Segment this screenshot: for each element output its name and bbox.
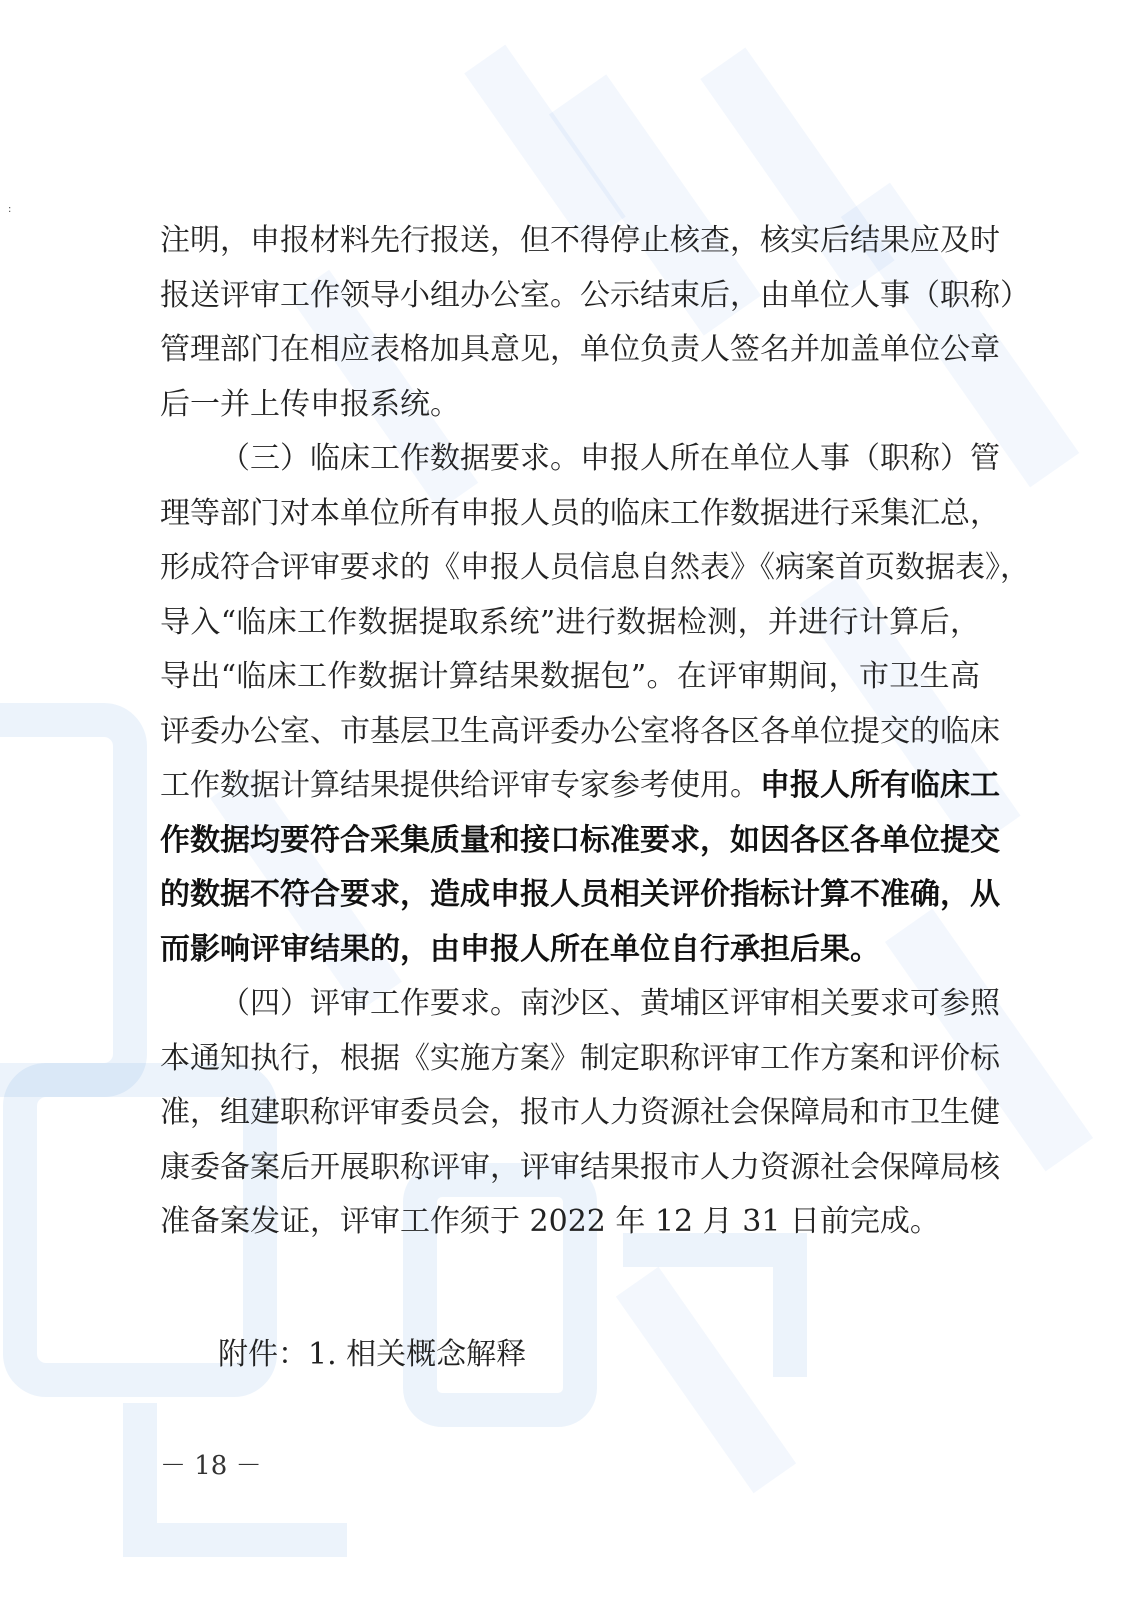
paragraph-line: 准备案发证，评审工作须于 2022 年 12 月 31 日前完成。 [160,1204,940,1239]
paragraph-line: 康委备案后开展职称评审，评审结果报市人力资源社会保障局核 [160,1149,1000,1185]
paragraph-line: 后一并上传申报系统。 [160,386,460,422]
paragraph-line: 管理部门在相应表格加具意见，单位负责人签名并加盖单位公章 [160,332,1000,367]
paragraph-line: 本通知执行，根据《实施方案》制定职称评审工作方案和评价标 [160,1040,1000,1076]
page-number: － 18 － [160,1451,262,1481]
bold-paragraph-line: 的数据不符合要求，造成申报人员相关评价指标计算不准确，从 [160,877,1000,912]
paragraph-line-mixed [160,759,1000,814]
section-three-heading-line: （三）临床工作数据要求。申报人所在单位人事（职称）管 [220,441,1000,476]
bold-paragraph-line: 作数据均要符合采集质量和接口标准要求，如因各区各单位提交 [160,822,1000,858]
paragraph-line: 报送评审工作领导小组办公室。公示结束后，由单位人事（职称） [160,277,1030,313]
bold-emphasis-text: 申报人所有临床工 [760,768,1000,803]
paragraph-line: 导出“临床工作数据计算结果数据包”。在评审期间，市卫生高 [160,659,980,694]
attachment-note: 附件：1. 相关概念解释 [218,1337,527,1372]
document-body [160,214,1030,1250]
bold-paragraph-line: 而影响评审结果的，由申报人所在单位自行承担后果。 [160,931,880,967]
normal-text: 工作数据计算结果提供给评审专家参考使用。 [160,768,760,803]
paragraph-line: 准，组建职称评审委员会，报市人力资源社会保障局和市卫生健 [160,1095,1000,1130]
paragraph-line: 注明，申报材料先行报送，但不得停止核查，核实后结果应及时 [160,223,1000,258]
paragraph-line: 形成符合评审要求的《申报人员信息自然表》《病案首页数据表》， [160,550,1030,585]
paragraph-line: 导入“临床工作数据提取系统”进行数据检测，并进行计算后， [160,604,980,640]
paragraph-line: 评委办公室、市基层卫生高评委办公室将各区各单位提交的临床 [160,713,1000,749]
section-four-heading-line: （四）评审工作要求。南沙区、黄埔区评审相关要求可参照 [220,986,1000,1021]
paragraph-line: 理等部门对本单位所有申报人员的临床工作数据进行采集汇总， [160,495,1000,531]
margin-mark: : [8,204,12,215]
